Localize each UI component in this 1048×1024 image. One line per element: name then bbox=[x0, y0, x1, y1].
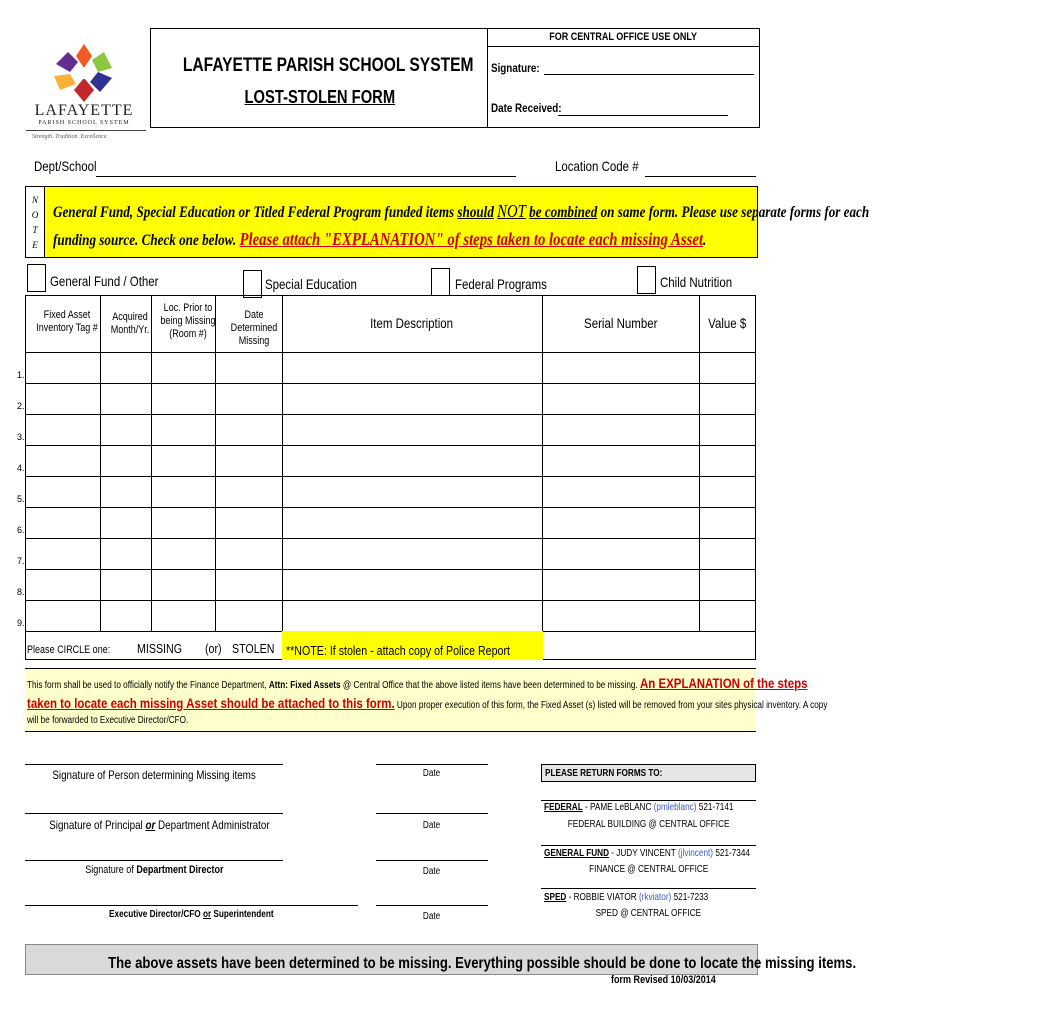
row-number: 3. bbox=[17, 432, 25, 442]
row-number: 6. bbox=[17, 525, 25, 535]
asset-table bbox=[25, 295, 756, 660]
row-number: 2. bbox=[17, 401, 25, 411]
signature-director-label: Signature of Department Director bbox=[84, 864, 224, 876]
note-line-2: funding source. Check one below. Please attach "EXPLANATION" of steps taken to locate each missing Asset. bbox=[53, 229, 707, 249]
header-item-description: Item Description bbox=[370, 315, 454, 331]
row-number: 8. bbox=[17, 587, 25, 597]
signature-line[interactable] bbox=[25, 764, 283, 765]
return-contact-federal: FEDERAL - PAME LeBLANC (pmleblanc) 521-7141 bbox=[544, 802, 734, 813]
header-value: Value $ bbox=[708, 315, 747, 331]
signature-line[interactable] bbox=[25, 860, 283, 861]
missing-option[interactable]: MISSING bbox=[137, 641, 183, 656]
date-line[interactable] bbox=[376, 905, 488, 906]
central-signature-field[interactable] bbox=[544, 74, 754, 75]
general-fund-label: General Fund / Other bbox=[50, 273, 159, 289]
dept-school-label: Dept/School bbox=[34, 158, 97, 174]
signature-line[interactable] bbox=[25, 813, 283, 814]
date-label: Date bbox=[423, 820, 441, 831]
location-code-field[interactable] bbox=[645, 176, 756, 177]
return-contact-sped: SPED - ROBBIE VIATOR (rkviator) 521-7233 bbox=[544, 892, 709, 903]
return-location-general-fund: FINANCE @ CENTRAL OFFICE bbox=[588, 864, 709, 875]
child-nutrition-checkbox[interactable] bbox=[637, 266, 656, 294]
form-title: LAFAYETTE PARISH SCHOOL SYSTEM bbox=[182, 55, 474, 76]
header-location-prior: Loc. Prior to being Missing (Room #) bbox=[160, 302, 216, 340]
explanation-line-2: taken to locate each missing Asset should be attached to this form. Upon proper execution of this form, the Fixed Asset (s) listed will be removed from your sites physical inventory. A copy bbox=[27, 695, 828, 711]
date-line[interactable] bbox=[376, 860, 488, 861]
return-contact-general-fund: GENERAL FUND - JUDY VINCENT (jlvincent) 521-7344 bbox=[544, 848, 750, 859]
header-fixed-asset-tag: Fixed Asset Inventory Tag # bbox=[36, 309, 98, 334]
row-number: 9. bbox=[17, 618, 25, 628]
central-office-heading: FOR CENTRAL OFFICE USE ONLY bbox=[549, 31, 698, 43]
special-education-label: Special Education bbox=[265, 276, 357, 292]
row-number: 4. bbox=[17, 463, 25, 473]
title-box bbox=[150, 28, 488, 128]
logo-tagline: Strength. Tradition. Excellence. bbox=[32, 134, 108, 140]
return-location-sped: SPED @ CENTRAL OFFICE bbox=[595, 908, 702, 919]
signature-executive-label: Executive Director/CFO or Superintendent bbox=[109, 909, 274, 920]
date-label: Date bbox=[423, 911, 441, 922]
circle-one-label: Please CIRCLE one: bbox=[27, 644, 111, 656]
central-office-box bbox=[487, 28, 760, 128]
pinwheel-logo-icon bbox=[26, 38, 142, 110]
police-report-note: **NOTE: If stolen - attach copy of Police Report bbox=[282, 631, 543, 660]
federal-programs-checkbox[interactable] bbox=[431, 268, 450, 296]
row-number: 5. bbox=[17, 494, 25, 504]
date-received-label: Date Received: bbox=[491, 101, 562, 115]
header-serial-number: Serial Number bbox=[584, 315, 658, 331]
signature-principal-label: Signature of Principal or Department Administrator bbox=[49, 818, 270, 832]
form-subtitle: LOST-STOLEN FORM bbox=[244, 87, 395, 107]
date-line[interactable] bbox=[376, 764, 488, 765]
explanation-line-3: will be forwarded to Executive Director/CFO. bbox=[27, 715, 189, 726]
note-box bbox=[25, 186, 870, 258]
special-education-checkbox[interactable] bbox=[243, 270, 262, 298]
federal-programs-label: Federal Programs bbox=[455, 276, 547, 292]
general-fund-checkbox[interactable] bbox=[27, 264, 46, 292]
header-acquired: Acquired Month/Yr. bbox=[110, 311, 150, 336]
logo-name: LAFAYETTE bbox=[34, 102, 134, 119]
date-line[interactable] bbox=[376, 813, 488, 814]
or-label: (or) bbox=[205, 641, 222, 656]
return-location-federal: FEDERAL BUILDING @ CENTRAL OFFICE bbox=[567, 819, 730, 830]
explanation-box bbox=[25, 668, 828, 732]
return-forms-box bbox=[541, 764, 756, 928]
explanation-line-1: This form shall be used to officially notify the Finance Department, Attn: Fixed Assets @ Central Office that the above listed items have been determined to be missing. An EXPLANATION of the steps bbox=[27, 675, 808, 691]
location-code-label: Location Code # bbox=[555, 158, 639, 174]
stolen-option[interactable]: STOLEN bbox=[232, 641, 275, 656]
logo-divider bbox=[26, 130, 146, 131]
revision-date: form Revised 10/03/2014 bbox=[611, 974, 716, 986]
date-received-field[interactable] bbox=[558, 115, 728, 116]
date-label: Date bbox=[423, 768, 441, 779]
signature-person-label: Signature of Person determining Missing items bbox=[52, 768, 256, 782]
return-heading: PLEASE RETURN FORMS TO: bbox=[545, 768, 663, 779]
date-label: Date bbox=[423, 866, 441, 877]
child-nutrition-label: Child Nutrition bbox=[660, 274, 733, 290]
note-line-1: General Fund, Special Education or Titled Federal Program funded items should NOT be combined on same form. Please use separate forms for each bbox=[53, 201, 870, 221]
dept-school-field[interactable] bbox=[96, 176, 516, 177]
missing-assets-banner: The above assets have been determined to be missing. Everything possible should be done to locate the missing items. bbox=[25, 944, 758, 975]
row-number: 1. bbox=[17, 370, 25, 380]
signature-line[interactable] bbox=[25, 905, 358, 906]
header-date-missing: Date Determined Missing bbox=[230, 309, 278, 347]
district-logo bbox=[26, 38, 142, 148]
signature-label: Signature: bbox=[491, 61, 540, 75]
logo-subtitle: PARISH SCHOOL SYSTEM bbox=[38, 120, 130, 126]
note-side-label: N O T E bbox=[26, 187, 45, 257]
row-number: 7. bbox=[17, 556, 25, 566]
